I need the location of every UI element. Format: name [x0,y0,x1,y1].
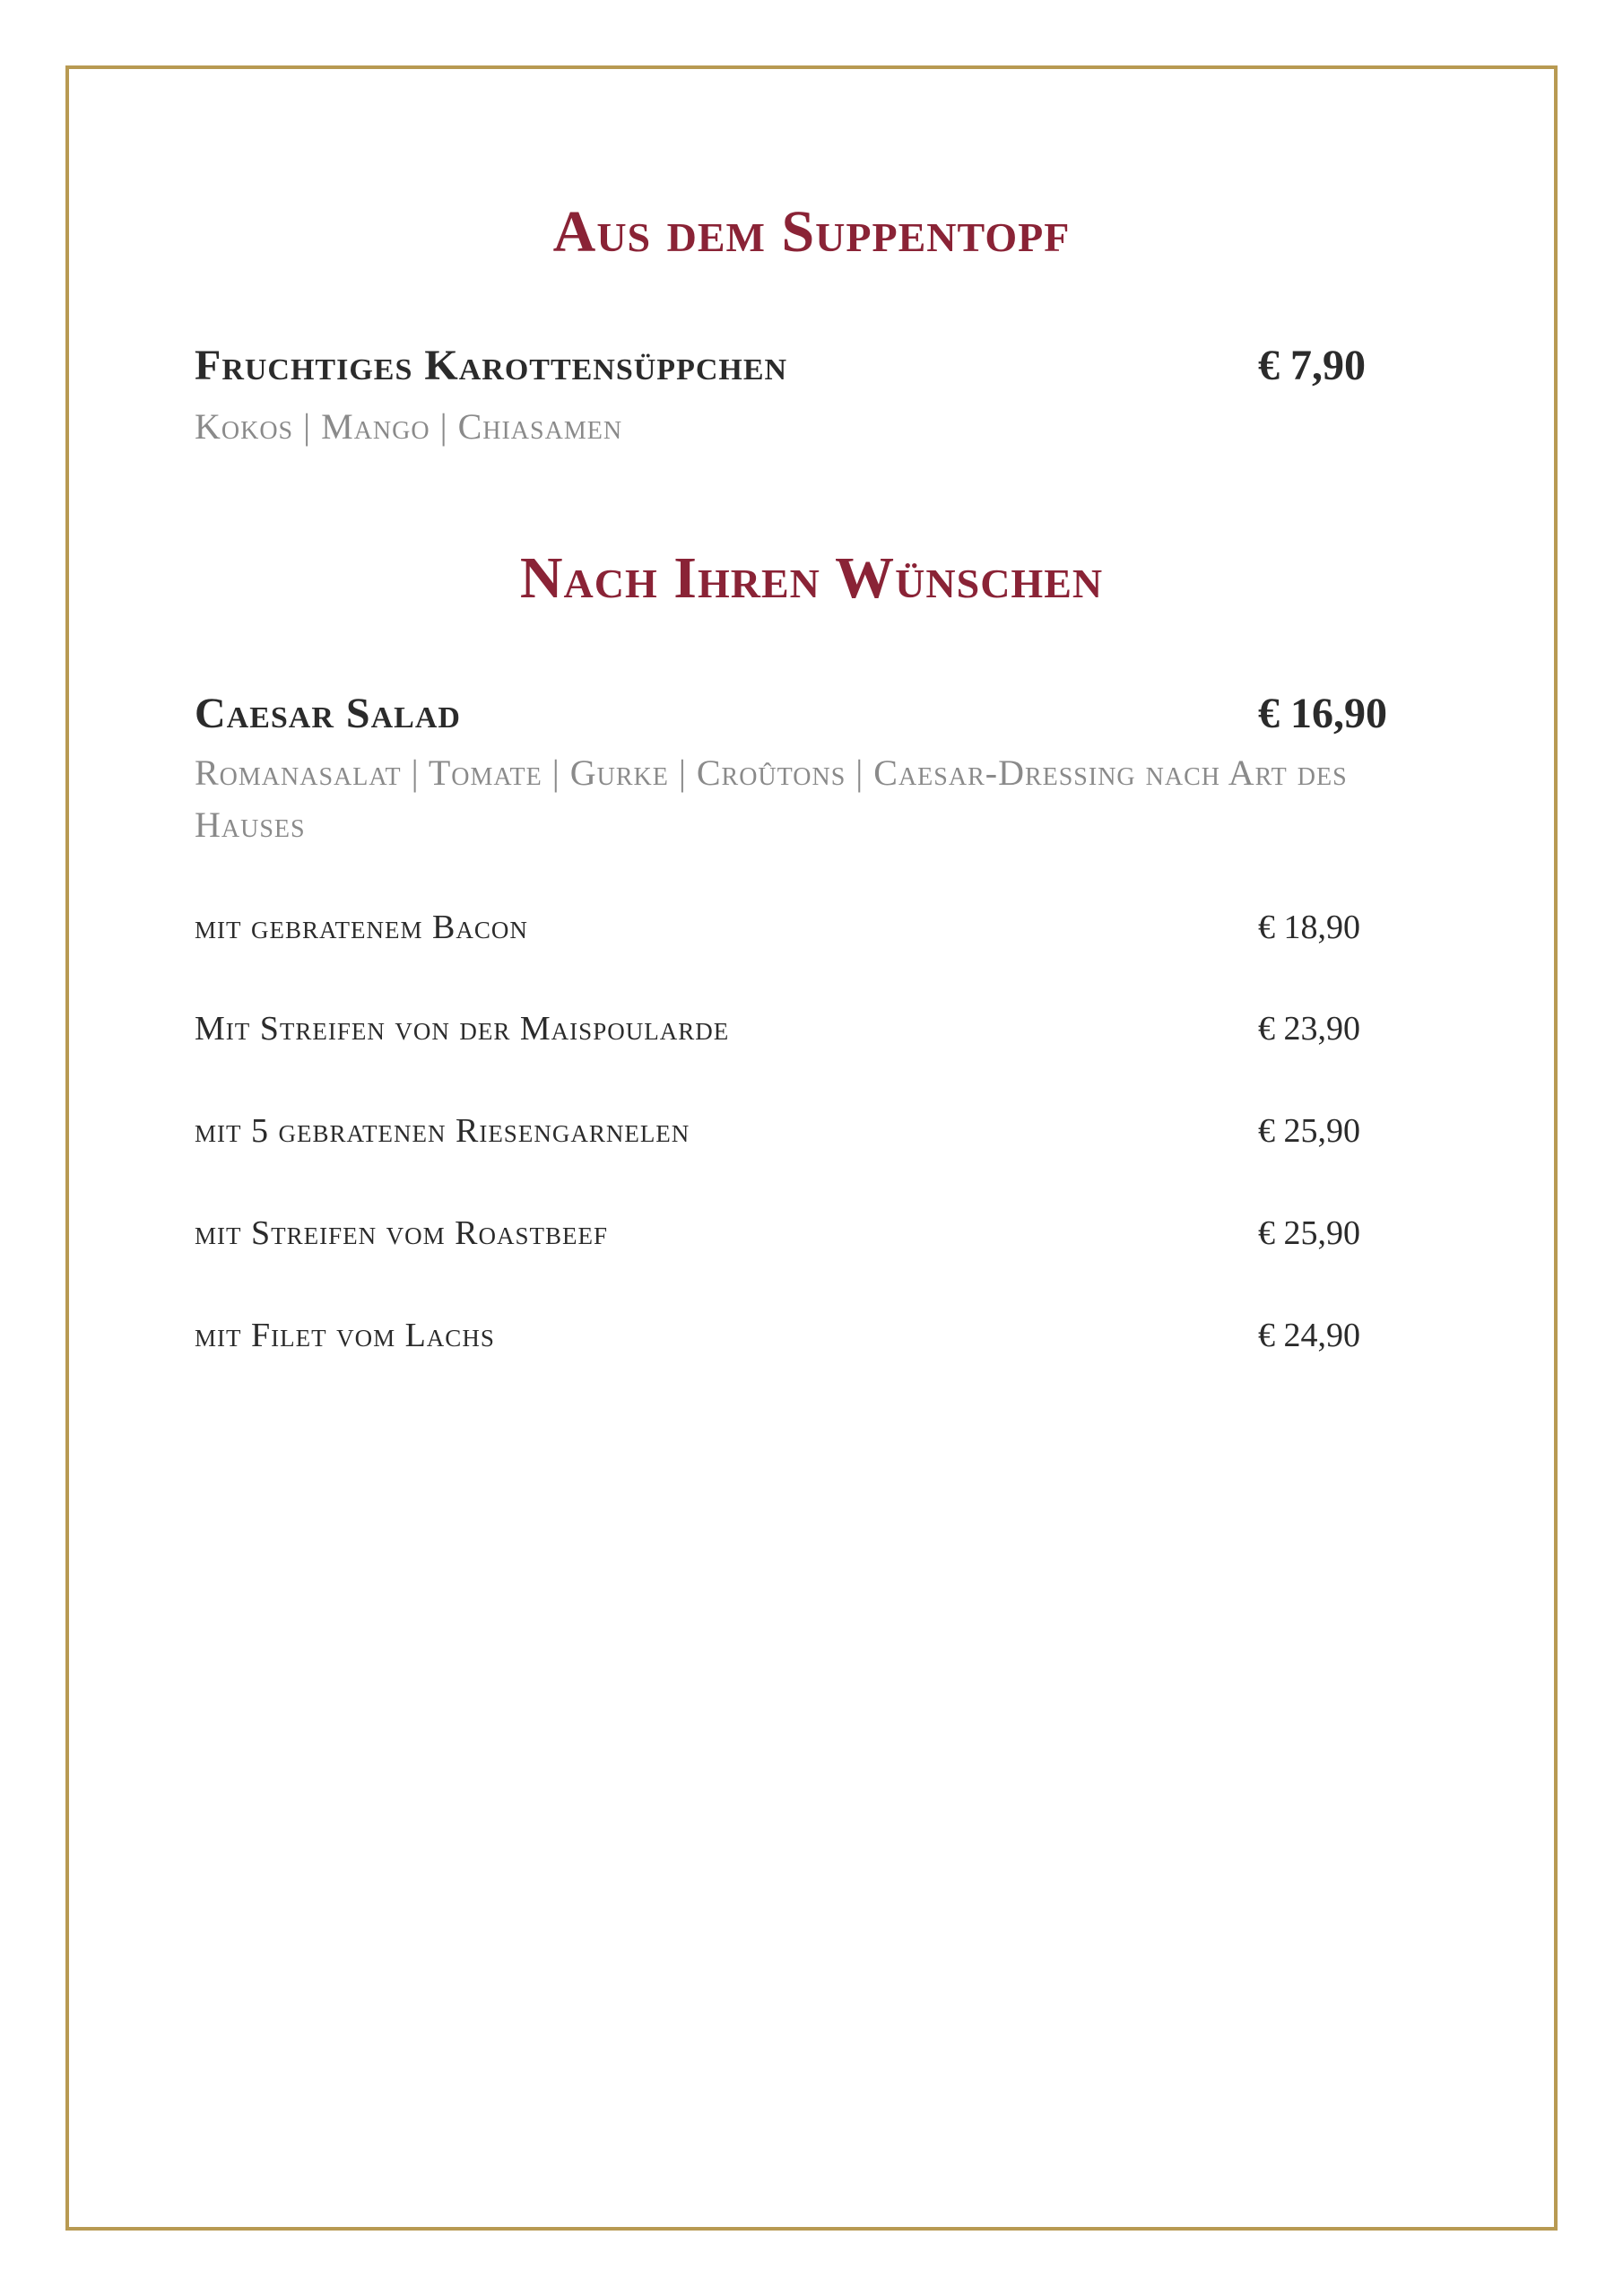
variant-price: € 23,90 [1258,1010,1360,1048]
variant-price: € 24,90 [1258,1317,1360,1354]
menu-item-description: Kokos | Mango | Chiasamen [195,406,623,447]
variant-name: mit Streifen vom Roastbeef [195,1214,608,1252]
variant-name: mit 5 gebratenen Riesengarnelen [195,1112,690,1150]
menu-item-description: Romanasalat | Tomate | Gurke | Croûtons | Caesar-Dressing nach Art des Hauses [195,752,1348,845]
variant-name: Mit Streifen von der Maispoularde [195,1010,730,1048]
variant-name: mit Filet vom Lachs [195,1317,495,1354]
variant-price: € 18,90 [1258,909,1360,946]
variant-name: mit gebratenem Bacon [195,909,528,946]
menu-item-name: Caesar Salad [195,690,461,737]
variant-price: € 25,90 [1258,1214,1360,1252]
section-heading-soups: Aus dem Suppentopf [552,199,1071,265]
menu-item-name: Fruchtiges Karottensüppchen [195,342,788,389]
section-heading-wishes: Nach Ihren Wünschen [519,545,1104,611]
menu-item-price: € 16,90 [1258,690,1387,737]
variant-price: € 25,90 [1258,1112,1360,1150]
menu-item-price: € 7,90 [1258,342,1366,389]
